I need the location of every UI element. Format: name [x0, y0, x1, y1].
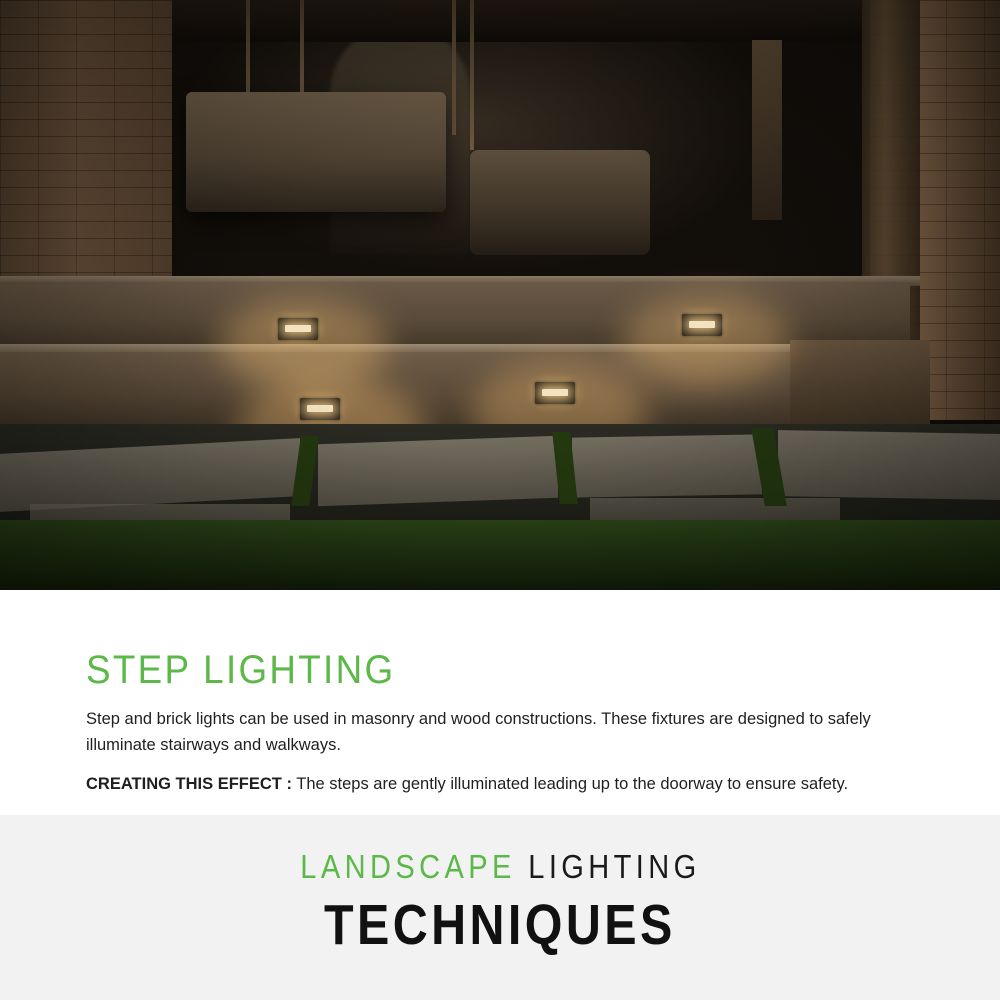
- description-section: [0, 590, 1000, 815]
- footer-techniques-word: TECHNIQUES: [324, 892, 676, 957]
- creating-effect-label: CREATING THIS EFFECT :: [86, 775, 292, 794]
- footer-branding: [0, 815, 1000, 1000]
- creating-effect-text: The steps are gently illuminated leading up to the doorway to ensure safety.: [296, 775, 849, 794]
- footer-lighting-word: LIGHTING: [527, 847, 701, 885]
- footer-line-one: [300, 848, 700, 886]
- creating-effect-line: [86, 772, 914, 797]
- page-title: STEP LIGHTING: [86, 648, 396, 692]
- footer-landscape-word: LANDSCAPE: [299, 847, 516, 885]
- description-paragraph: Step and brick lights can be used in masonry and wood constructions. These fixtures are designed to safely illuminate stairways and walkways.: [86, 710, 871, 754]
